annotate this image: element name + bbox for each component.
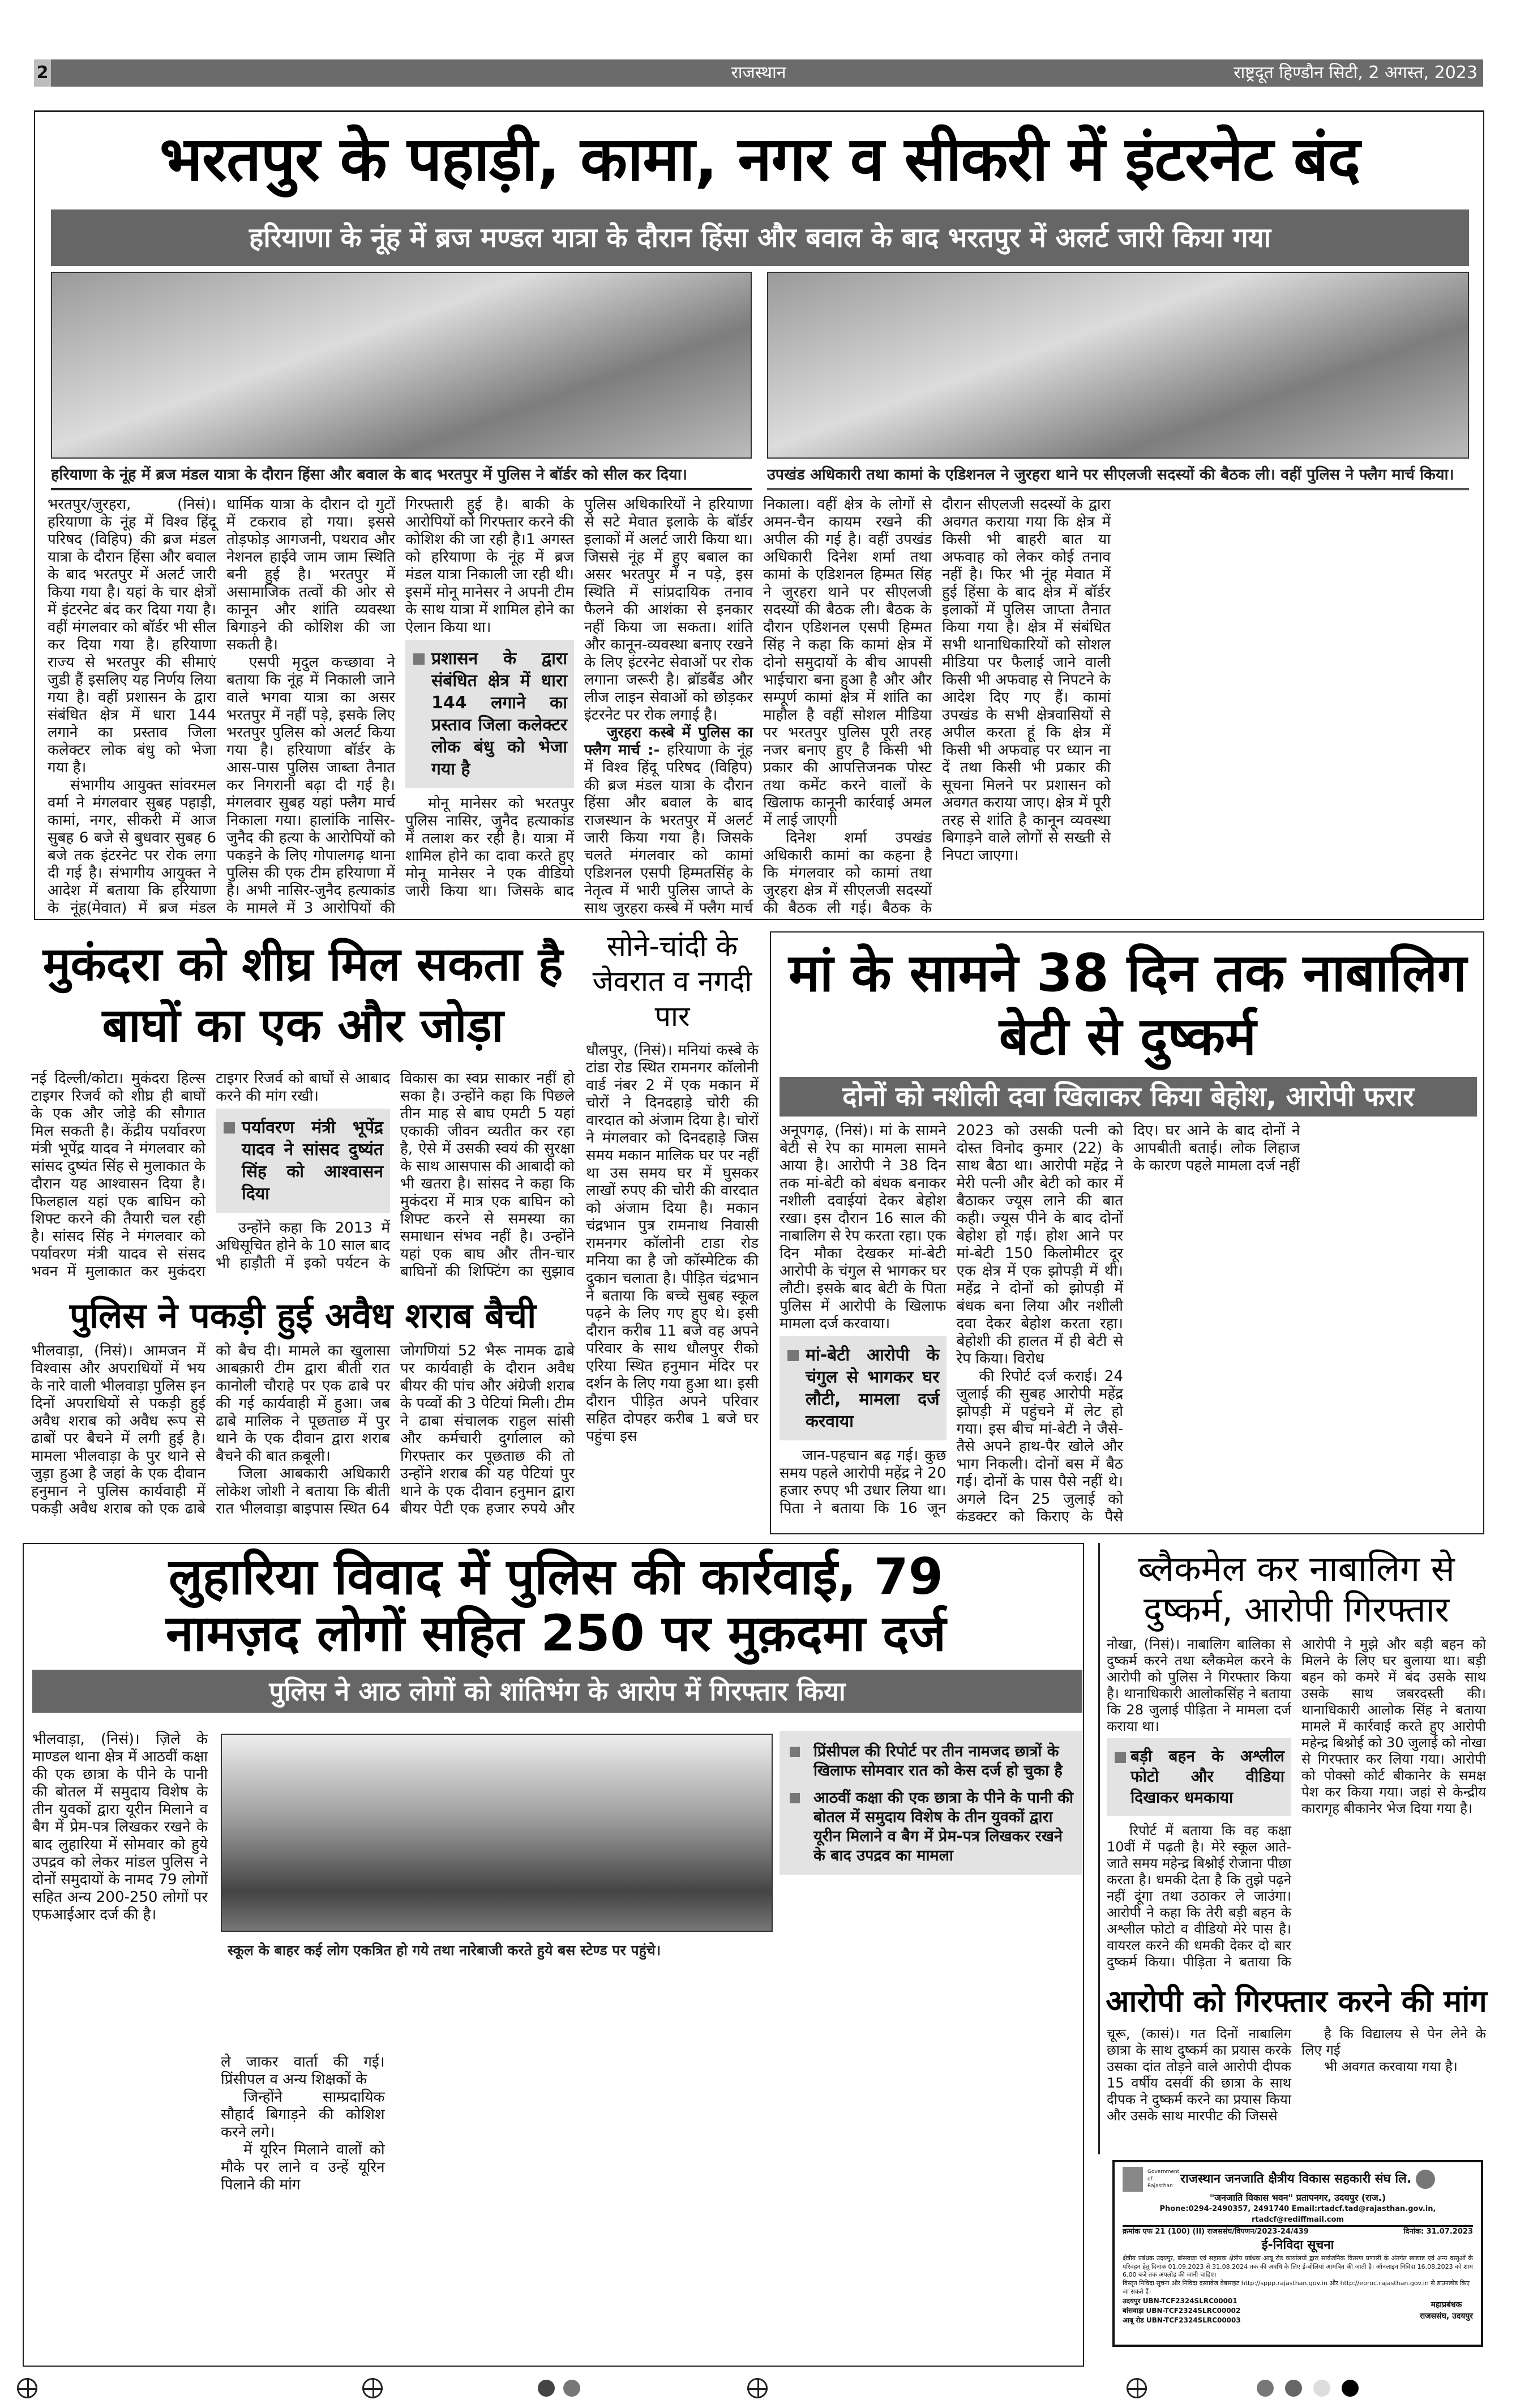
story-liquor: [28, 1294, 577, 1520]
photo-clg-meeting: [767, 272, 1469, 459]
tender-notice-ad: [1112, 2160, 1483, 2347]
notice-text: क्षेत्रीय प्रबंधक उदयपुर, बांसवाड़ा एवं सहायक क्षेत्रीय प्रबंधक आबू रोड कार्यालयों द्वारा सार्वजनिक वितरण प्रणाली के अंतर्गत खाद्यान्न एवं अन्य वस्तुओं के परिवहन हेतु दिनांक 01.09.2023 से 31.08.2024 तक की अवधि के लिए ई-बोलियां आमंत्रित की जाती है। ऑनलाइन निविदा 16.08.2023 को शाम 6.00 बजे तक अपलोड की जानी चाहिए।: [1123, 2254, 1473, 2279]
inline-subhead: जुरहरा कस्बे में पुलिस का फ्लैग मार्च :-: [584, 724, 753, 759]
photo-police-border: [51, 272, 752, 459]
headline-wrap: [46, 125, 1473, 195]
org-name: राजस्थान जनजाति क्षैत्रीय विकास सहकारी संघ लि.: [1180, 2171, 1412, 2186]
seal-logo-icon: [1416, 2170, 1435, 2189]
notice-title: ई-निविदा सूचना: [1261, 2238, 1334, 2252]
color-swatch-icon: [538, 2380, 555, 2397]
page-number: 2: [34, 59, 51, 87]
paragraph: रिपोर्ट में बताया कि वह कक्षा 10वीं में पढ़ती है। मेरे स्कूल आते-जाते समय महेन्द्र बिश्नोई रोजाना पीछा करता है। धमकी देता है कि तुझे पढ़ने नहीं दूंगा तथा उठाकर ले जाउंगा। आरोपी ने कहा कि तेरी बड़ी बहन के अश्लील फोटो व वीडियो मेरे पास है। वायरल करने की धमकी देकर दो बार दुष्कर्म किया। पीड़िता ने बताया कि आरोपी ने मुझे और बड़ी बहन को मिलने के लिए घर बुलाया था। बड़ी बहन को कमरे में बंद उसके साथ उसके साथ जबरदस्ती की। थानाधिकारी आलोक सिंह ने बताया मामले में कार्रवाई करते हुए आरोपी महेन्द्र बिश्नोई को 30 जुलाई को नोखा से गिरफ्तार कर लिया गया। आरोपी को पोक्सो कोर्ट बीकानेर के समक्ष पेश कर किया गया। जहां से केन्द्रीय कारागृह बीकानेर भेज दिया गया है।: [1107, 1636, 1486, 1970]
paragraph: है कि विद्यालय से पेन लेने के लिए गई: [1301, 2026, 1486, 2058]
color-swatch-icon: [1285, 2380, 1302, 2397]
bullet-square-icon: [1115, 1752, 1126, 1763]
article-body: [32, 1731, 208, 2048]
ubn: उदयपुर UBN-TCF2324SLRC00001: [1123, 2296, 1237, 2305]
paragraph: धौलपुर, (निसं)। मनियां कस्बे के टांडा रोड स्थित रामनगर कॉलोनी वार्ड नंबर 2 में एक मकान में चोरों ने दिनदहाड़े चोरी की वारदात को अंजाम दिया है। चोरों ने मंगलवार को दिनदहाड़े जिस समय मकान मालिक घर पर नहीं था उस समय घर में घुसकर लाखों रुपए की चोरी की वारदात को अंजाम दिया है। मकान चंद्रभान पुत्र रामनाथ निवासी रामनगर कॉलोनी टाडा रोड मनिया का है जो कॉस्मेटिक की दुकान चलाता है। पीड़ित चंद्रभान ने बताया कि बच्चे सुबह स्कूल पढ़ने के लिए गए हुए थे। इसी दौरान करीब 11 बजे वह अपने परिवार के साथ धौलपुर रीको एरिया स्थित हनुमान मंदिर पर दर्शन के लिए गया हुआ था। इसी दौरान पीड़ित अपने परिवार सहित दोपहर करीब 1 बजे घर पहुंचा इस: [586, 1042, 759, 1445]
paragraph: की रिपोर्ट दर्ज कराई। 24 जुलाई की सुबह आरोपी महेंद्र झोपड़ी में पहुंचने में लेट हो गया। इस बीच मां-बेटी ने जैसे-तैसे अपने हाथ-पैर खोले और भाग निकली। दोनों बस में बैठ गई। दोनों के पास पैसे नहीं थे। अगले दिन 25 जुलाई को कंडक्टर को किराए के पैसे दिए। घर आने के बाद दोनों ने आपबीती बताई। लोक लिहाज के कारण पहले मामला दर्ज नहीं: [956, 1122, 1300, 1525]
paragraph: उन्होंने कहा कि 2013 में अधिसूचित होने के 10 साल बाद भी हाड़ौती में इको पर्यटन के विकास का स्वप्न साकार नहीं हो सका है। उन्होंने कहा कि पिछले तीन माह से बाघ एमटी 5 यहां एकाकी जीवन व्यतीत कर रहा है, ऐसे में उसकी स्वयं की सुरक्षा के साथ आसपास की आबादी को भी खतरा है। सांसद ने कहा कि मुकंदरा में मात्र एक बाघिन को शिफ्ट करने से समस्या का समाधान संभव नहीं है। उन्होंने यहां एक बाघ और तीन-चार बाघिनों की शिफ्टिंग का सुझाव: [216, 1070, 575, 1280]
story-theft: [586, 929, 759, 1534]
headline-wrap: [28, 1294, 577, 1338]
highlight-box: [780, 1731, 1082, 1875]
paragraph: में यूरिन मिलाने वालों को मौके पर लाने व उन्हें यूरिन पिलाने की मांग: [221, 2141, 385, 2193]
article-body: [31, 1342, 575, 1519]
article-body: [48, 496, 1468, 917]
paragraph: चूरू, (कासं)। गत दिनों नाबालिग छात्रा के साथ दुष्कर्म का प्रयास करके उसका दांत तोड़ने वाले आरोपी दीपक 15 वर्षीय दसवीं की छात्रा के साथ दीपक ने दुष्कर्म करने का प्रयास किया और उसके साथ मारपीट की जिससे: [1107, 2026, 1291, 2124]
paragraph: एसपी मृदुल कच्छावा ने बताया कि नूंह में निकाली जाने वाले भगवा यात्रा का असर भरतपुर में नहीं पड़े, इसके लिए भरतपुर पुलिस को अलर्ट किया गया है। हरियाणा बॉर्डर के आस-पास पुलिस जाब्ता तैनात कर निगरानी बढ़ा दी गई है। मंगलवार सुबह यहां फ्लैग मार्च निकाला गया। हालांकि नासिर-जुनैद की हत्या के आरोपियों को पकड़ने के लिए गोपालगढ़ थाना पुलिस की एक टीम हरियाणा में है। अभी नासिर-जुनैद हत्याकांड के मामले में 3 आरोपियों की गिरफ्तारी हुई है। बाकी के आरोपियों को गिरफ्तार करने की कोशिश की जा रही है।1 अगस्त को हरियाणा के नूंह में ब्रज मंडल यात्रा निकाली जा रही थी। इसमें मोनू मानेसर ने अपनी टीम के साथ यात्रा में शामिल होने का ऐलान किया था।: [226, 496, 574, 917]
bullet-square-icon: [413, 653, 425, 665]
color-swatch-icon: [563, 2380, 580, 2397]
paragraph: भी अवगत करवाया गया है।: [1324, 2059, 1458, 2075]
headline: पुलिस ने पकड़ी हुई अवैध शराब बैची: [69, 1295, 537, 1336]
subheadline: हरियाणा के नूंह में ब्रज मण्डल यात्रा के दौरान हिंसा और बवाल के बाद भरतपुर में अलर्ट जारी किया गया: [51, 209, 1469, 266]
paragraph: हरियाणा के नूंह में विश्व हिंदू परिषद (विहिप) की ब्रज मंडल यात्रा के दौरान हिंसा और बवाल के बाद राजस्थान के भरतपुर में अलर्ट जारी किया गया है। जिसके चलते मंगलवार को कामां एडिशनल एसपी हिम्मतसिंह के नेतृत्व में भारी पुलिस जाप्ते के साथ जुरहरा कस्बे में फ्लैग मार्च निकाला। वहीं क्षेत्र के लोगों से अमन-चैन कायम रखने की अपील की गई है। वहीं उपखंड अधिकारी दिनेश शर्मा तथा कामां के एडिशनल हिम्मत सिंह ने जुरहरा थाने पर सीएलजी सदस्यों की बैठक ली। बैठक के दौरान एडिशनल एसपी हिम्मत सिंह ने कहा कि कामां क्षेत्र में दोनो समुदायों के बीच आपसी भाईचारा बना हुआ है और और सम्पूर्ण कामां क्षेत्र में शांति का माहौल है वहीं सोशल मीडिया पर भरतपुर पुलिस पूरी तरह नजर बनाए हुए है किसी भी प्रकार की आपत्तिजनक पोस्ट तथा कमेंट करने वालों के खिलाफ कानूनी कार्रवाई अमल में लाई जाएगी: [584, 496, 932, 917]
article-body: [31, 1070, 575, 1285]
notice-text: विस्तृत निविदा सूचना और निविदा दस्तावेज वेबसाइट http://sppp.rajasthan.gov.in और http://eproc.rajasthan.gov.in से डाउनलोड किए जा सकते हैं।: [1123, 2279, 1470, 2296]
emblem-logo-icon: [1123, 2167, 1143, 2192]
paragraph: भीलवाड़ा, (निसं)। आमजन में विश्वास और अपराधियों में भय के नारे वाली भीलवाड़ा पुलिस इन दिनों अपराधियों से पकड़ी हुई अवैध शराब को अवैध रूप से ढाबों पर बैचने में लगी हुई है। मामला भीलवाड़ा के पुर थाने से जुड़ा हुआ है जहां के एक दीवान हनुमान ने पुलिस कार्यवाही में पकड़ी अवैध शराब को एक ढाबे को बैच दी। मामले का खुलासा आबक़ारी टीम द्वारा बीती रात कानोली चौराहे पर एक ढाबे पर की गई कार्यवाही में हुआ। जब ढाबे मालिक ने पूछताछ में पुर थाने के एक दीवान द्वारा शराब बैचने की बात क़बूली।: [31, 1342, 390, 1517]
ref-number: क्रमांक एफ 21 (100) (II) राजससंघ/विपणन/2023-24/439: [1123, 2227, 1309, 2236]
article-body: [780, 1122, 1477, 1530]
photo-caption: उपखंड अधिकारी तथा कामां के एडिशनल ने जुरहरा थाने पर सीएलजी सदस्यों की बैठक ली। वहीं पुलिस ने फ्लैग मार्च किया।: [767, 466, 1454, 484]
paragraph: नई दिल्ली/कोटा। मुकंदरा हिल्स टाइगर रिजर्व को शीघ्र ही बाघों के एक और जोड़े की सौगात मिल सकती है। केंद्रीय पर्यावरण मंत्री भूपेंद्र यादव ने मंगलवार को सांसद दुष्यंत सिंह से मुलाकात के दौरान यह आश्वासन दिया है। फिलहाल यहां एक बाघिन को शिफ्ट करने की तैयारी चल रही है। सांसद सिंह ने मंगलवार को पर्यावरण मंत्री यादव से संसद भवन में मुलाकात कर मुकंदरा टाइगर रिजर्व को बाघों से आबाद करने की मांग रखी।: [31, 1070, 390, 1280]
page-header: [34, 59, 1483, 87]
signatory: महाप्रबंधक: [1431, 2300, 1462, 2309]
photo-caption: हरियाणा के नूंह में ब्रज मंडल यात्रा के दौरान हिंसा और बवाल के बाद भरतपुर में पुलिस ने बॉर्डर को सील कर दिया।: [51, 466, 687, 484]
headline: आरोपी को गिरफ्तार करने की मांग: [1106, 1983, 1487, 2019]
paragraph: जिला आबकारी अधिकारी लोकेश जोशी ने बताया कि बीती रात भीलवाड़ा बाइपास स्थित 64 जोगणियां 52 भैरू नामक ढाबे पर कार्यवाही के दौरान अवैध बीयर की पांच और अंग्रेजी शराब के पव्वों की 3 पेटियां मिली। टीम ने ढाबा संचालक राहुल सांसी और कर्मचारी दुर्गालाल को गिरफ्तार कर पूछताछ की तो उन्होंने शराब की यह पेटियां पुर थाने के एक दीवान हनुमान द्वारा बीयर पेटी एक हजार रुपये और: [216, 1342, 575, 1517]
headline: भरतपुर के पहाड़ी, कामा, नगर व सीकरी में इंटरनेट बंद: [159, 124, 1360, 195]
story-internet-ban: [34, 110, 1484, 920]
subheadline: पुलिस ने आठ लोगों को शांतिभंग के आरोप में गिरफ्तार किया: [32, 1670, 1082, 1713]
bullet-square-icon: [224, 1122, 235, 1134]
article-body: [1107, 1636, 1486, 1976]
color-swatch-icon: [1313, 2380, 1330, 2397]
paragraph: नोखा, (निसं)। नाबालिग बालिका से दुष्कर्म करने तथा ब्लैकमेल करने के आरोपी को पुलिस ने गिरफ्तार किया है। थानाधिकारी आलोकसिंह ने बताया कि 28 जुलाई पीड़िता ने मामला दर्ज कराया था।: [1107, 1636, 1291, 1734]
paragraph: संभागीय आयुक्त सांवरमल वर्मा ने मंगलवार सुबह पहाड़ी, कामां, नगर, सीकरी में आज सुबह 6 बजे से बुधवार सुबह 6 बजे तक इंटरनेट पर रोक लगा दी गई है। संभागीय आयुक्त ने आदेश में बताया कि हरियाणा के नूंह(मेवात) में ब्रज मंडल धार्मिक यात्रा के दौरान दो गुटों में टकराव हो गया। इससे तोड़फोड़ आगजनी, पथराव और नेशनल हाईवे जाम जाम स्थिति बनी हुई है। भरतपुर में असामाजिक तत्वों की ओर से कानून और शांति व्यवस्था बिगाड़ने की कोशिश की जा सकती है।: [48, 496, 395, 917]
paragraph: ले जाकर वार्ता की गई। प्रिंसीपल व अन्य शिक्षकों के: [221, 2054, 385, 2088]
headline: लुहारिया विवाद में पुलिस की कार्रवाई, 79 नामज़द लोगों सहित 250 पर मुक़दमा दर्ज: [165, 1547, 947, 1662]
paragraph: जिन्होंने साम्प्रदायिक सौहार्द बिगाड़ने की कोशिश करने लगे।: [221, 2089, 385, 2141]
headline: मुकंदरा को शीघ्र मिल सकता है बाघों का एक और जोड़ा: [42, 938, 563, 1053]
highlight-text: बड़ी बहन के अश्लील फोटो और वीडिया दिखाकर धमकाया: [1130, 1747, 1284, 1807]
bullet-square-icon: [790, 1747, 800, 1757]
signatory: राजससंघ, उदयपुर: [1419, 2311, 1473, 2321]
org-contact: Phone:0294-2490357, 2491740 Email:rtadcf.tad@rajasthan.gov.in, rtadcf@rediffmail.com: [1123, 2204, 1473, 2226]
column-divider: [1098, 1543, 1100, 2154]
paragraph: जान-पहचान बढ़ गई। कुछ समय पहले आरोपी महेंद्र ने 20 हजार रुपए भी उधार लिया था। पिता ने बताया कि 16 जून 2023 को उसकी पत्नी को दोस्त विनोद कुमार (22) के साथ बैठा था। आरोपी महेंद्र ने मेरी पत्नी और बेटी को कार में बैठाकर ज्यूस लाने की बात कही। ज्यूस पीने के बाद दोनों बेहोश हो गई। होश आने पर मां-बेटी 150 किलोमीटर दूर एक क्षेत्र में एक झोपड़ी में थी। महेंद्र ने दोनों को झोपड़ी में बंधक बना लिया और नशीली दवा देकर बेहोश करता रहा। बेहोशी की हालत में ही बेटी से रेप किया। विरोध: [780, 1122, 1123, 1517]
notice-date: दिनांक: 31.07.2023: [1403, 2227, 1473, 2236]
ubn: आबू रोड UBN-TCF2324SLRC00003: [1123, 2316, 1241, 2324]
color-swatch-icon: [1342, 2380, 1359, 2397]
highlight-box: [405, 640, 574, 788]
paragraph: अनूपगढ़, (निसं)। मां के सामने बेटी से रेप का मामला सामने आया है। आरोपी ने 38 दिन तक मां-बेटी को बंधक बनाकर नशीली दवाईयां देकर बेहोश रखा। इस दौरान 16 साल की नाबालिग से रेप करता रहा। एक दिन मौका देखकर मां-बेटी आरोपी के चंगुल से भागकर घर लौटी। इसके बाद बेटी के पिता पुलिस में आरोपी के खिलाफ मामला दर्ज करवाया।: [780, 1122, 947, 1332]
highlight-box: [1107, 1738, 1291, 1816]
article-body: [1107, 2026, 1486, 2156]
registration-mark-icon: [1127, 2378, 1147, 2398]
story-mukundra-tigers: [28, 934, 577, 1285]
story-arrest-demand: [1107, 1982, 1486, 2157]
registration-mark-icon: [362, 2378, 383, 2398]
story-minor-assault: [770, 931, 1484, 1534]
highlight-text: आठवीं कक्षा की एक छात्रा के पीने के पानी की बोतल में समुदाय विशेष के तीन युवकों द्वारा यूरीन मिलाने व बैग में प्रेम-पत्र लिखकर रखने के बाद उपद्रव का मामला: [813, 1789, 1074, 1864]
article-body: [221, 2054, 1081, 2359]
headline: मां के सामने 38 दिन तक नाबालिग बेटी से दुष्कर्म: [789, 943, 1467, 1067]
photo-caption: स्कूल के बाहर कई लोग एकत्रित हो गये तथा नारेबाजी करते हुये बस स्टेण्ड पर पहुंचे।: [228, 1942, 661, 1958]
org-address: "जनजाति विकास भवन" प्रतापनगर, उदयपुर (राज.): [1209, 2192, 1386, 2203]
story-blackmail: [1107, 1549, 1486, 1979]
dateline: राष्ट्रदूत हिण्डौन सिटी, 2 अगस्त, 2023: [1234, 63, 1478, 83]
paragraph: भीलवाड़ा, (निसं)। ज़िले के माण्डल थाना क्षेत्र में आठवीं कक्षा की एक छात्रा के पीने के पानी की बोतल में समुदाय विशेष के तीन युवकों द्वारा यूरीन मिलाने व बैग में प्रेम-पत्र लिखकर रखने के बाद लुहारिया में सोमवार को हुये उपद्रव को लेकर मांडल पुलिस ने दोनों समुदायों के नामद 79 लोगों सहित अन्य 200-250 लोगों पर एफआईआर दर्ज की है।: [32, 1731, 208, 1923]
photo-crowd: [221, 1734, 773, 1932]
bullet-square-icon: [790, 1793, 800, 1803]
subheadline: दोनों को नशीली दवा खिलाकर किया बेहोश, आरोपी फरार: [780, 1077, 1477, 1117]
story-luhariya: [23, 1543, 1084, 2367]
logo-text: Government of Rajasthan: [1147, 2169, 1180, 2189]
highlight-text: पर्यावरण मंत्री भूपेंद्र यादव ने सांसद दुष्यंत सिंह को आश्वासन दिया: [242, 1118, 383, 1204]
registration-mark-icon: [747, 2378, 768, 2398]
divider: [51, 488, 752, 490]
highlight-text: मां-बेटी आरोपी के चंगुल से भागकर घर लौटी, मामला दर्ज करवाया: [806, 1345, 940, 1431]
headline-wrap: [1107, 1982, 1486, 2021]
highlight-box: [780, 1336, 947, 1440]
section-name: राजस्थान: [731, 63, 786, 83]
registration-mark-icon: [17, 2378, 37, 2398]
highlight-text: प्रशासन के द्वारा संबंधित क्षेत्र में धारा 144 लगाने का प्रस्ताव जिला कलेक्टर लोक बंधु को भेजा गया है: [431, 649, 567, 779]
paragraph: दिनेश शर्मा उपखंड अधिकारी कामां का कहना है कि मंगलवार को कामां तथा जुरहरा क्षेत्र में सीएलजी सदस्यों की बैठक ली गई। बैठक के दौरान सीएलजी सदस्यों के द्वारा अवगत कराया गया कि क्षेत्र में किसी भी बाहरी बात या अफवाह को लेकर कोई तनाव नहीं है। फिर भी नूंह मेवात में हुई हिंसा के बाद क्षेत्र में बॉर्डर इलाकों में पुलिस जाप्ता तैनात किया गया है। क्षेत्र में संबंधित सभी थानाधिकारियों को सोशल मीडिया पर फैलाई जाने वाली किसी भी अफवाह से निपटने के आदेश दिए गए हैं। कामां उपखंड के सभी क्षेत्रवासियों से अपील करता हूं कि क्षेत्र में किसी भी अफवाह पर ध्यान ना दें तथा किसी भी प्रकार की सूचना मिलने पर प्रशासन को अवगत कराया जाए। क्षेत्र में पूरी तरह से शांति है कानून व्यवस्था बिगाड़ने वाले लोगों से सख्ती से निपटा जाएगा।: [763, 496, 1111, 917]
highlight-text: प्रिंसीपल की रिपोर्ट पर तीन नामजद छात्रों के खिलाफ सोमवार रात को केस दर्ज हो चुका है: [813, 1743, 1063, 1780]
paragraph: भरतपुर/जुरहरा, (निसं)। हरियाणा के नूंह में विश्व हिंदू परिषद (विहिप) की ब्रज मंडल यात्रा के दौरान हिंसा और बवाल के बाद भरतपुर में अलर्ट जारी किया गया है। यहां के चार क्षेत्रों में इंटरनेट बंद कर दिया गया है। वहीं मंगलवार को बॉर्डर भी सील कर दिया गया है। हरियाणा राज्य से भरतपुर की सीमाएं जुडी हैं इसलिए यह निर्णय लिया गया है। वहीं प्रशासन के द्वारा संबंधित क्षेत्र में धारा 144 लगाने का प्रस्ताव जिला कलेक्टर लोक बंधु को भेजा गया है।: [48, 496, 216, 776]
highlight-box: [216, 1109, 390, 1213]
article-body: [586, 1042, 759, 1532]
divider: [767, 488, 1469, 490]
ubn: बांसवाड़ा UBN-TCF2324SLRC00002: [1123, 2306, 1241, 2315]
bullet-square-icon: [787, 1350, 799, 1361]
headline: सोने-चांदी के जेवरात व नगदी पार: [592, 930, 752, 1033]
headline: ब्लैकमेल कर नाबालिग से दुष्कर्म, आरोपी गिरफ्तार: [1138, 1548, 1455, 1630]
paragraph: मोनू मानेसर को भरतपुर पुलिस नासिर, जुनैद हत्याकांड में तलाश कर रही है। यात्रा में शामिल होने का दावा करते हुए मोनू मानेसर ने एक वीडियो जारी किया था। जिसके बाद पुलिस अधिकारियों ने हरियाणा से सटे मेवात इलाके के बॉर्डर इलाकों में अलर्ट जारी किया था। जिससे नूंह में हुए बबाल का असर भरतपुर में न पड़े, इस स्थिति में सांप्रदायिक तनाव फैलने की आशंका से इनकार नहीं किया जा सकता। शांति और कानून-व्यवस्था बनाए रखने के लिए इंटरनेट सेवाओं पर रोक लगाना जरूरी है। ब्रॉडबैंड और लीज लाइन सेवाओं को छोड़कर इंटरनेट पर रोक लगाई है।: [405, 496, 753, 900]
color-swatch-icon: [1257, 2380, 1274, 2397]
